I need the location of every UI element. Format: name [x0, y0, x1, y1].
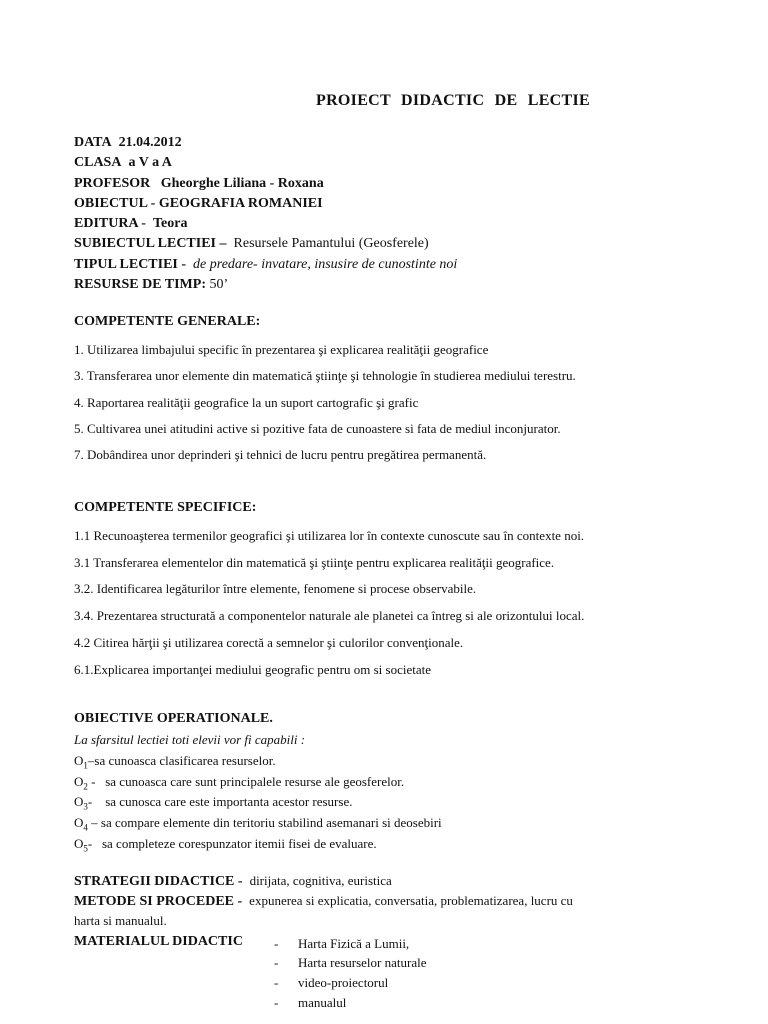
- objective-text: –sa cunoasca clasificarea resurselor.: [87, 753, 276, 768]
- lesson-type-value: de predare- invatare, insusire de cunostinte noi: [193, 257, 458, 272]
- objective-index: 5: [83, 843, 88, 854]
- subject-value: GEOGRAFIA ROMANIEI: [158, 196, 323, 211]
- objectives-heading: OBIECTIVE OPERATIONALE.: [74, 711, 273, 726]
- strategies-value: dirijata, cognitiva, euristica: [249, 873, 392, 888]
- general-competence-item: 1. Utilizarea limbajului specific în prezentarea şi explicarea realităţii geografice: [74, 342, 489, 357]
- material-item: video-proiectorul: [298, 975, 389, 990]
- general-competence-item: 7. Dobândirea unor deprinderi şi tehnici de lucru pentru pregătirea permanentă.: [74, 447, 487, 462]
- strategies-line: [74, 873, 392, 890]
- strategies-label: STRATEGII DIDACTICE -: [74, 874, 243, 889]
- teacher-value: Gheorghe Liliana - Roxana: [160, 176, 324, 191]
- publisher-value: Teora: [152, 216, 188, 231]
- objective-item: [74, 774, 404, 792]
- material-item: Harta Fizică a Lumii,: [298, 936, 410, 951]
- list-dash: -: [274, 975, 279, 990]
- methods-label: METODE SI PROCEDEE -: [74, 894, 243, 909]
- objective-code: O: [74, 774, 84, 789]
- objectives-intro: La sfarsitul lectiei toti elevii vor fi capabili :: [74, 732, 306, 747]
- document-title: PROIECT DIDACTIC DE LECTIE: [316, 92, 591, 109]
- general-competences-heading: COMPETENTE GENERALE:: [74, 314, 261, 329]
- objective-index: 1: [83, 760, 88, 771]
- objective-code: O: [74, 753, 84, 768]
- methods-line: [74, 893, 573, 910]
- objective-index: 4: [83, 822, 88, 833]
- class-label: CLASA: [74, 155, 122, 170]
- lesson-topic-line: [74, 235, 429, 252]
- objective-code: O: [74, 815, 84, 830]
- general-competence-item: 3. Transferarea unor elemente din matematică ştiinţe şi tehnologie în studierea mediului terestru.: [74, 368, 576, 383]
- material-item: manualul: [298, 995, 347, 1010]
- objective-text: - sa completeze corespunzator itemii fisei de evaluare.: [87, 836, 377, 851]
- objective-text: – sa compare elemente din teritoriu stabilind asemanari si deosebiri: [87, 815, 442, 830]
- specific-competence-item: 1.1 Recunoaşterea termenilor geografici şi utilizarea lor în contexte cunoscute sau în contexte noi.: [74, 528, 585, 543]
- subject-line: [74, 195, 323, 212]
- list-dash: -: [274, 995, 279, 1010]
- methods-value-continued: harta si manualul.: [74, 913, 167, 928]
- list-dash: -: [274, 936, 279, 951]
- class-value: a V a A: [128, 155, 172, 170]
- general-competence-item: 5. Cultivarea unei atitudini active si pozitive fata de cunoastere si fata de mediul inconjurator.: [74, 421, 561, 436]
- teacher-line: [74, 175, 324, 192]
- materials-label: MATERIALUL DIDACTIC: [74, 934, 243, 949]
- objective-index: 3: [83, 801, 88, 812]
- objective-code: O: [74, 836, 84, 851]
- materials-label-line: [74, 934, 243, 950]
- publisher-label: EDITURA -: [74, 216, 146, 231]
- time-line: [74, 276, 228, 293]
- publisher-line: [74, 215, 187, 232]
- objective-item: [74, 815, 442, 833]
- lesson-type-label: TIPUL LECTIEI -: [74, 257, 187, 272]
- class-line: [74, 154, 172, 171]
- objective-text: - sa cunosca care este importanta acestor resurse.: [87, 794, 353, 809]
- list-dash: -: [274, 955, 279, 970]
- objective-code: O: [74, 794, 84, 809]
- date-line: [74, 134, 182, 151]
- specific-competence-item: 3.4. Prezentarea structurată a componentelor naturale ale planetei ca întreg si ale orizontului local.: [74, 608, 585, 623]
- objective-item: [74, 753, 276, 771]
- specific-competence-item: 3.1 Transferarea elementelor din matematică şi ştiinţe pentru explicarea realităţii geografice.: [74, 555, 555, 570]
- subject-label: OBIECTUL -: [74, 196, 156, 211]
- specific-competences-heading: COMPETENTE SPECIFICE:: [74, 500, 257, 515]
- specific-competence-item: 4.2 Citirea hărţii şi utilizarea corectă a semnelor şi culorilor convenţionale.: [74, 635, 464, 650]
- general-competence-item: 4. Raportarea realităţii geografice la un suport cartografic şi grafic: [74, 395, 419, 410]
- time-value: 50’: [209, 277, 229, 292]
- methods-line-continued: [74, 913, 167, 930]
- teacher-label: PROFESOR: [74, 176, 151, 191]
- objective-item: [74, 794, 352, 812]
- objective-text: - sa cunoasca care sunt principalele resurse ale geosferelor.: [87, 774, 405, 789]
- time-label: RESURSE DE TIMP:: [74, 277, 206, 292]
- methods-value: expunerea si explicatia, conversatia, problematizarea, lucru cu: [249, 893, 573, 908]
- specific-competence-item: 6.1.Explicarea importanţei mediului geografic pentru om si societate: [74, 662, 432, 677]
- date-label: DATA: [74, 135, 112, 150]
- lesson-topic-value: Resursele Pamantului (Geosferele): [233, 236, 429, 251]
- objective-item: [74, 836, 377, 854]
- lesson-topic-label: SUBIECTUL LECTIEI –: [74, 236, 227, 251]
- date-value: 21.04.2012: [118, 135, 182, 150]
- material-item: Harta resurselor naturale: [298, 955, 427, 970]
- specific-competence-item: 3.2. Identificarea legăturilor între elemente, fenomene si procese observabile.: [74, 581, 477, 596]
- objective-index: 2: [83, 781, 88, 792]
- lesson-type-line: [74, 256, 457, 273]
